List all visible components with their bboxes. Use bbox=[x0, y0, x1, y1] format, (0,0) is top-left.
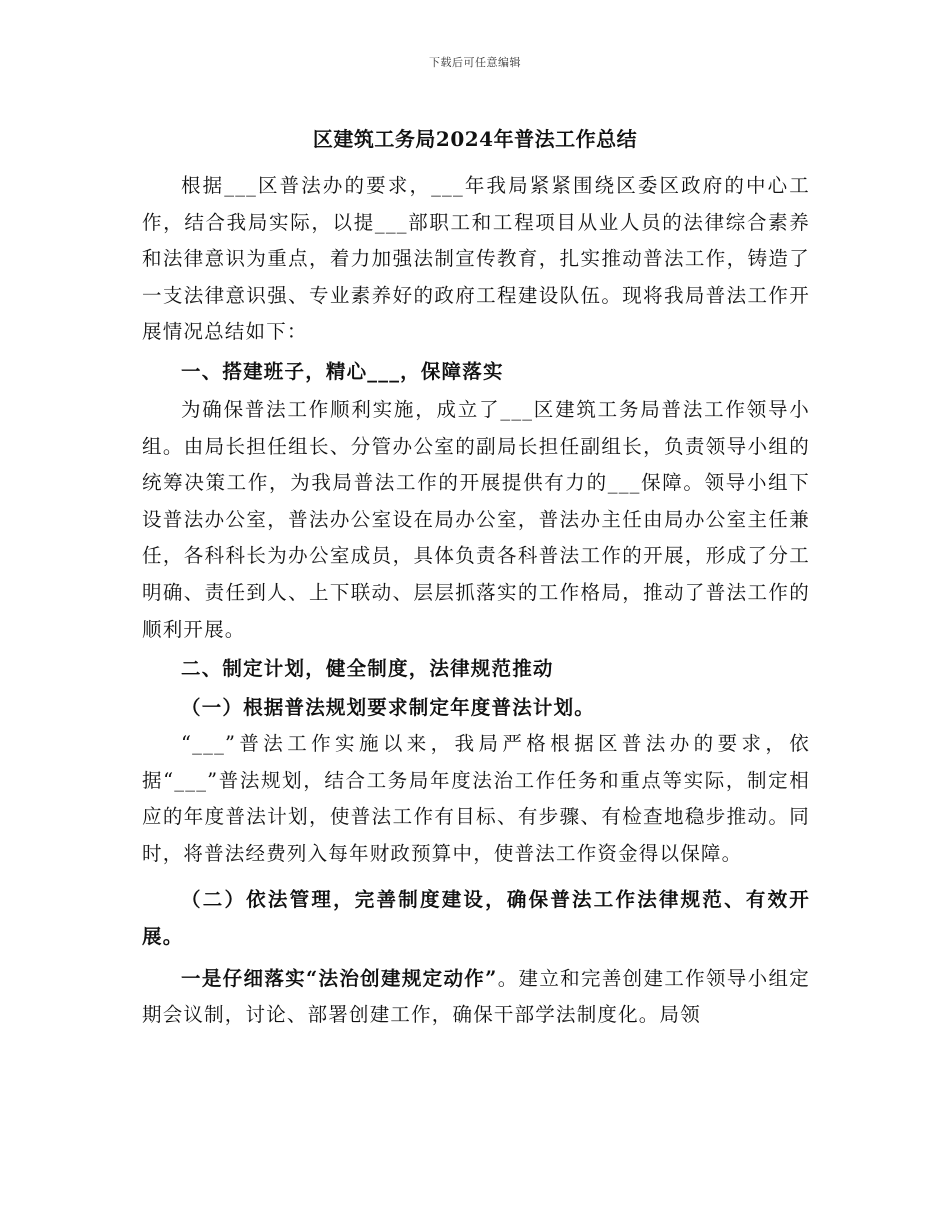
section2-item1-paragraph bbox=[142, 961, 810, 1034]
section2-sub1-paragraph: “___”普法工作实施以来，我局严格根据区普法办的要求，依据“___”普法规划，结合工务局年度法治工作任务和重点等实际，制定相应的年度普法计划，使普法工作有目标、有步骤、有检查地稳步推动。同时，将普法经费列入每年财政预算中，使普法工作资金得以保障。 bbox=[142, 732, 810, 865]
section2-sub2-heading: （二）依法管理，完善制度建设，确保普法工作法律规范、有效开展。 bbox=[142, 887, 810, 948]
section1-paragraph: 为确保普法工作顺利实施，成立了___区建筑工务局普法工作领导小组。由局长担任组长、分管办公室的副局长担任副组长，负责领导小组的统筹决策工作，为我局普法工作的开展提供有力的___保障。领导小组下设普法办公室，普法办公室设在局办公室，普法办主任由局办公室主任兼任，各科科长为办公室成员，具体负责各科普法工作的开展，形成了分工明确、责任到人、上下联动、层层抓落实的工作格局，推动了普法工作的顺利开展。 bbox=[142, 397, 810, 641]
document-title: 区建筑工务局2024年普法工作总结 bbox=[312, 127, 638, 151]
header-note: 下载后可任意编辑 bbox=[429, 56, 521, 69]
item1-lead: 一是仔细落实“法治创建规定动作” bbox=[181, 966, 498, 990]
intro-paragraph: 根据___区普法办的要求，___年我局紧紧围绕区委区政府的中心工作，结合我局实际，以提___部职工和工程项目从业人员的法律综合素养和法律意识为重点，着力加强法制宣传教育，扎实推动普法工作，铸造了一支法律意识强、专业素养好的政府工程建设队伍。现将我局普法工作开展情况总结如下： bbox=[142, 174, 810, 344]
document-body bbox=[142, 168, 810, 1034]
section2-sub1-heading: （一）根据普法规划要求制定年度普法计划。 bbox=[181, 696, 596, 720]
section1-heading: 一、搭建班子，精心___，保障落实 bbox=[181, 359, 504, 383]
section2-heading: 二、制定计划，健全制度，法律规范推动 bbox=[181, 657, 554, 681]
item1-text: 。建立和完善创建工作领导小组定期会议制，讨论、部署创建工作，确保干部学法制度化。局领 bbox=[142, 966, 810, 1027]
